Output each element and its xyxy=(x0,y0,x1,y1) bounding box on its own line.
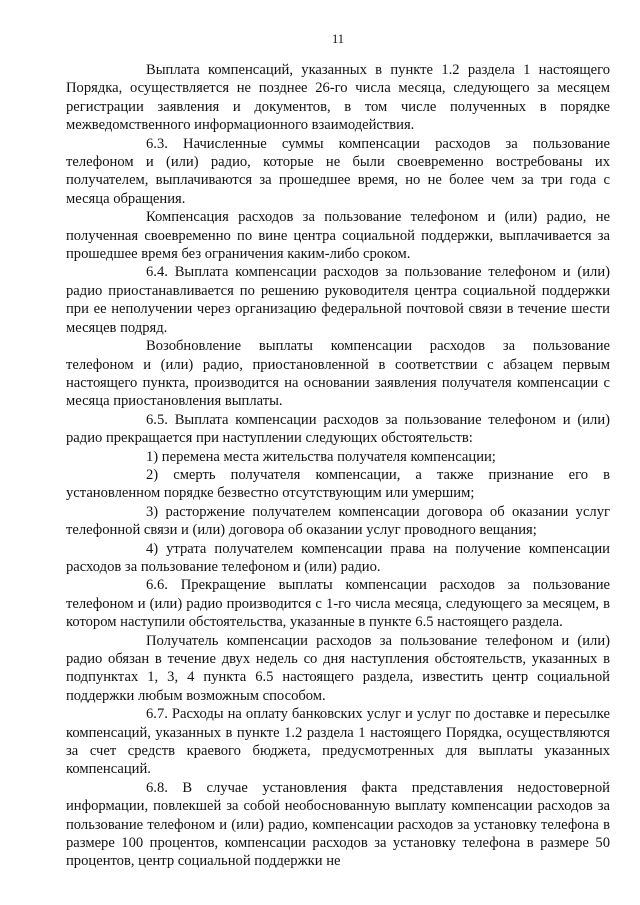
paragraph: 6.3. Начисленные суммы компенсации расходов за пользование телефоном и (или) радио, которые не были своевременно востребованы их получателем, выплачиваются за прошедшее время, но не более чем за три года с месяца обращения. xyxy=(66,135,610,207)
list-item: 1) перемена места жительства получателя компенсации; xyxy=(146,448,496,465)
paragraph: Компенсация расходов за пользование телефоном и (или) радио, не полученная своевременно по вине центра социальной поддержки, выплачивается за прошедшее время без ограничения каким-либо сроком. xyxy=(66,209,610,263)
paragraph: Получатель компенсации расходов за пользование телефоном и (или) радио обязан в течение двух недель со дня наступления обстоятельств, указанных в подпунктах 1, 3, 4 пункта 6.5 настоящего раздела, известить центр социальной поддержки любым возможным способом. xyxy=(66,632,610,704)
list-item: 2) смерть получателя компенсации, а также признание его в установленном порядке безвестно отсутствующим или умершим; xyxy=(66,466,610,502)
paragraph: 6.8. В случае установления факта представления недостоверной информации, повлекшей за собой необоснованную выплату компенсации расходов за пользование телефоном и (или) радио, компенсации расходов за установку телефона в размере 100 процентов, компенсации расходов за установку телефона в размере 50 процентов, центр социальной поддержки не xyxy=(66,779,610,870)
paragraph: Выплата компенсаций, указанных в пункте 1.2 раздела 1 настоящего Порядка, осуществляется не позднее 26-го числа месяца, следующего за месяцем регистрации заявления и документов, в том числе полученных в порядке межведомственного информационного взаимодействия. xyxy=(66,62,610,134)
document-body xyxy=(66,61,610,871)
page-number: 11 xyxy=(331,32,345,46)
paragraph: 6.6. Прекращение выплаты компенсации расходов за пользование телефоном и (или) радио производится с 1-го числа месяца, следующего за месяцем, в котором наступили обстоятельства, указанные в пункте 6.5 настоящего раздела. xyxy=(66,577,610,631)
list-item: 4) утрата получателем компенсации права на получение компенсации расходов за пользование телефоном и (или) радио. xyxy=(66,540,610,575)
paragraph: 6.7. Расходы на оплату банковских услуг и услуг по доставке и пересылке компенсаций, указанных в пункте 1.2 раздела 1 настоящего Порядка, осуществляются за счет средств краевого бюджета, предусмотренных для выплаты указанных компенсаций. xyxy=(66,706,610,778)
paragraph: 6.5. Выплата компенсации расходов за пользование телефоном и (или) радио прекращается при наступлении следующих обстоятельств: xyxy=(66,411,610,447)
paragraph: Возобновление выплаты компенсации расходов за пользование телефоном и (или) радио, приостановленной в соответствии с абзацем первым настоящего пункта, производится на основании заявления получателя компенсации с месяца приостановления выплаты. xyxy=(66,338,610,410)
paragraph: 6.4. Выплата компенсации расходов за пользование телефоном и (или) радио приостанавливается по решению руководителя центра социальной поддержки при ее неполучении через организацию федеральной почтовой связи в течение шести месяцев подряд. xyxy=(66,264,610,336)
list-item: 3) расторжение получателем компенсации договора об оказании услуг телефонной связи и (или) договора об оказании услуг проводного вещания; xyxy=(66,503,610,539)
